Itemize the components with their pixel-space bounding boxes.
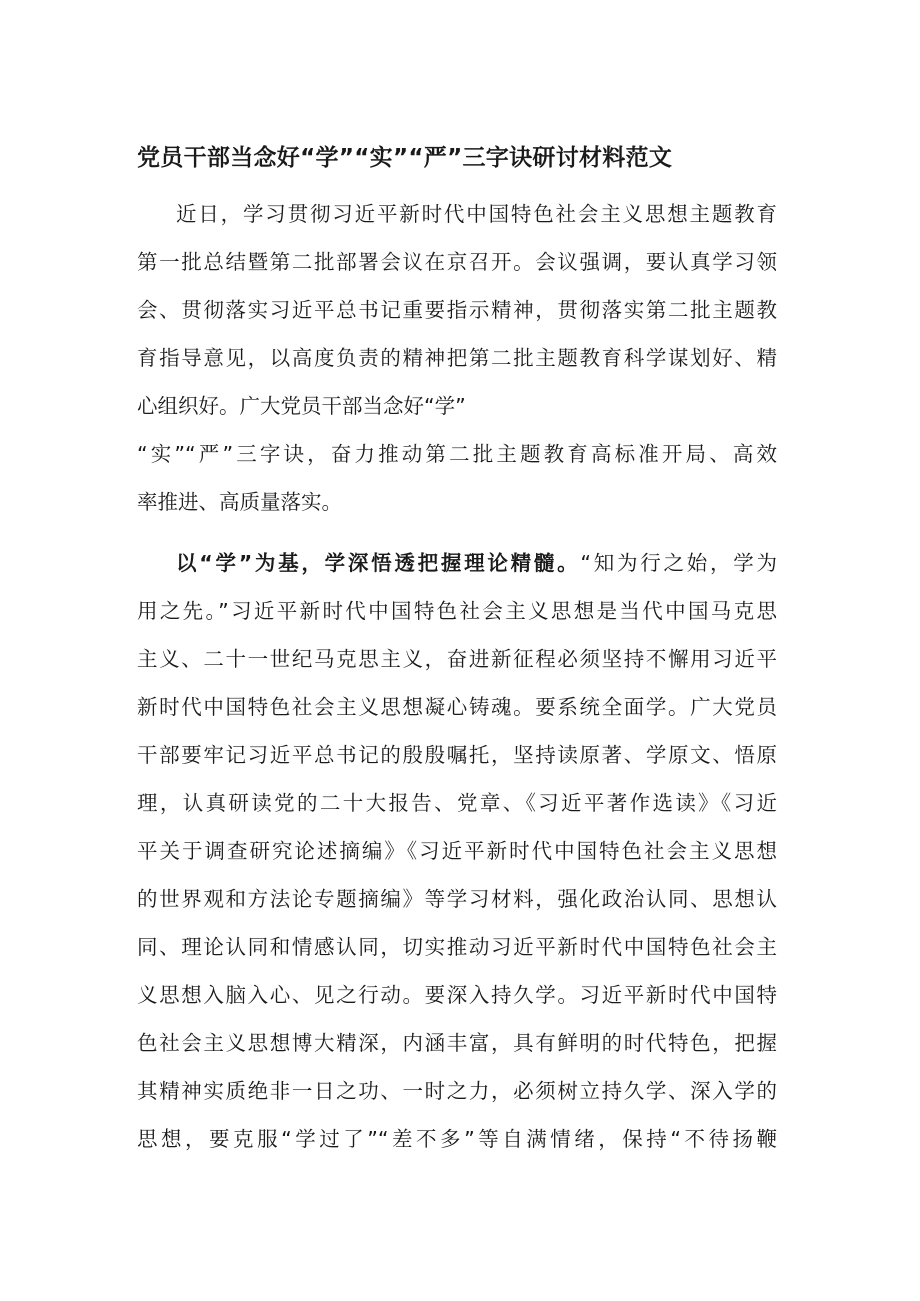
document-title: 党员干部当念好“学”“实”“严”三字诀研讨材料范文 [137, 145, 673, 171]
paragraph-1-line-4: 育指导意见，以高度负责的精神把第二批主题教育科学谋划好、精 [137, 346, 777, 370]
paragraph-1-line-7: 率推进、高质量落实。 [137, 490, 342, 514]
paragraph-2-line-1 [176, 543, 777, 583]
paragraph-2-line-13: 思想，要克服“学过了”“差不多”等自满情绪，保持“不待扬鞭 [137, 1127, 777, 1151]
paragraph-2-heading: 以“学”为基，学深悟透把握理论精髓。 [176, 551, 581, 575]
paragraph-2-line-11: 色社会主义思想博大精深，内涵丰富，具有鲜明的时代特色，把握 [137, 1031, 777, 1055]
paragraph-1-line-1: 近日，学习贯彻习近平新时代中国特色社会主义思想主题教育 [176, 202, 777, 226]
paragraph-2-line-3: 主义、二十一世纪马克思主义，奋进新征程必须坚持不懈用习近平 [137, 647, 777, 671]
paragraph-2-line-12: 其精神实质绝非一日之功、一时之力，必须树立持久学、深入学的 [137, 1079, 777, 1103]
paragraph-2-line-4: 新时代中国特色社会主义思想凝心铸魂。要系统全面学。广大党员 [137, 695, 777, 719]
paragraph-2-first-line-rest: “知为行之始，学为 [580, 551, 778, 575]
paragraph-2-line-8: 的世界观和方法论专题摘编》等学习材料，强化政治认同、思想认 [137, 887, 777, 911]
paragraph-2-line-10: 义思想入脑入心、见之行动。要深入持久学。习近平新时代中国特 [137, 983, 777, 1007]
paragraph-1-line-5: 心组织好。广大党员干部当念好“学” [137, 394, 466, 418]
paragraph-2-line-5: 干部要牢记习近平总书记的殷殷嘱托，坚持读原著、学原文、悟原 [137, 743, 777, 767]
paragraph-2-line-2: 用之先。”习近平新时代中国特色社会主义思想是当代中国马克思 [137, 599, 777, 623]
paragraph-1-line-3: 会、贯彻落实习近平总书记重要指示精神，贯彻落实第二批主题教 [137, 298, 777, 322]
paragraph-2-line-6: 理，认真研读党的二十大报告、党章、《习近平著作选读》《习近 [137, 791, 777, 815]
paragraph-2-line-9: 同、理论认同和情感认同，切实推动习近平新时代中国特色社会主 [137, 935, 777, 959]
paragraph-2-line-7: 平关于调查研究论述摘编》《习近平新时代中国特色社会主义思想 [137, 839, 777, 863]
paragraph-1-line-6: “实”“严”三字诀，奋力推动第二批主题教育高标准开局、高效 [137, 442, 777, 466]
paragraph-1-line-2: 第一批总结暨第二批部署会议在京召开。会议强调，要认真学习领 [137, 250, 777, 274]
